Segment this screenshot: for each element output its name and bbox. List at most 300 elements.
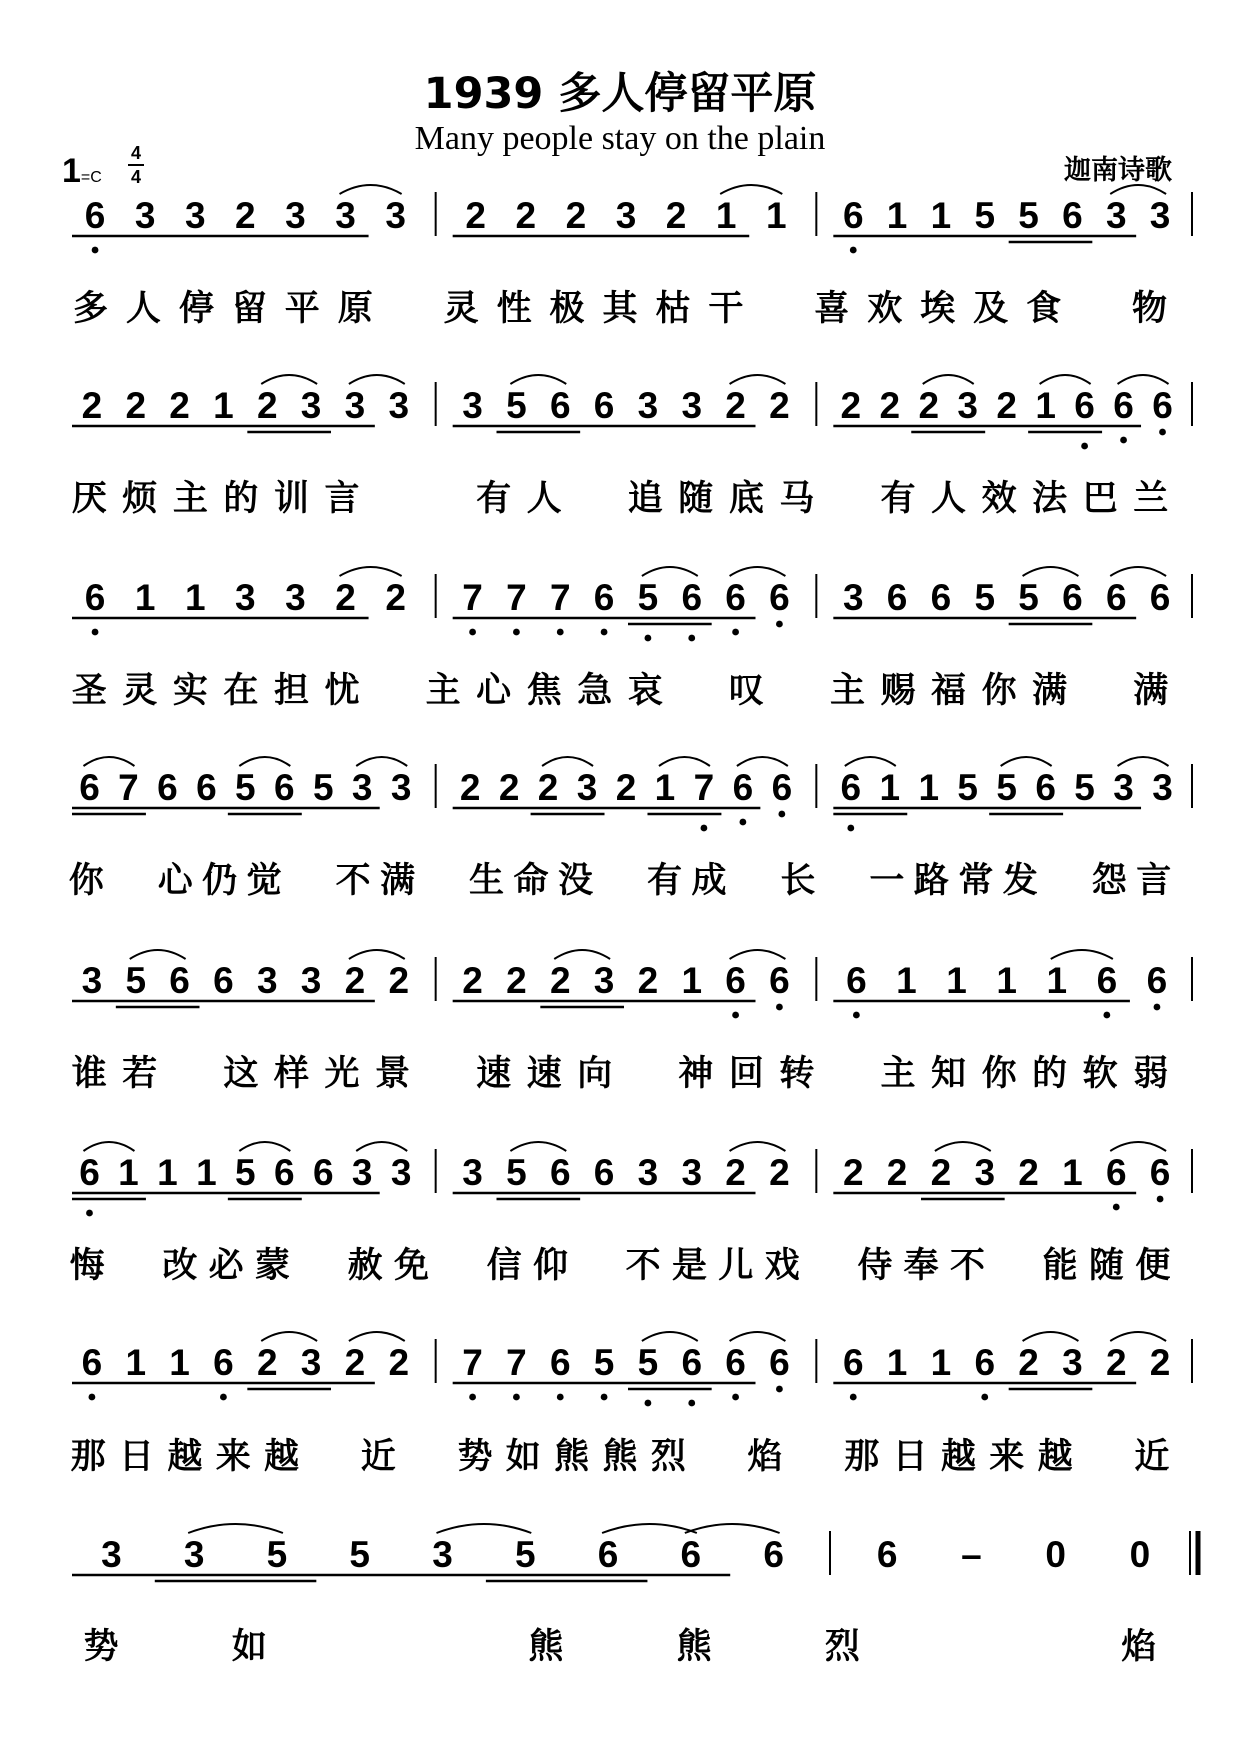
lyric-char: 多 [72, 289, 108, 329]
note-digit: 2 [537, 767, 559, 808]
note-digit: 6 [549, 1152, 571, 1193]
lyric-char: 担 [273, 671, 309, 711]
lyric-char: 原 [337, 289, 373, 329]
lyric-char: 样 [273, 1054, 309, 1094]
note-digit: 2 [462, 960, 483, 1001]
note-digit: 3 [388, 385, 410, 426]
note-digit: 3 [637, 385, 659, 426]
lyric-char: 枯 [655, 289, 691, 329]
lyric-char: 人 [931, 479, 967, 519]
lyric-char: 灵 [443, 289, 479, 329]
lyric-char: 实 [172, 671, 208, 711]
note-digit: 2 [125, 385, 147, 426]
note-digit: 6 [1146, 960, 1168, 1001]
lyric-char: 你 [68, 861, 104, 901]
note-digit: 5 [637, 577, 659, 618]
lyric-char: 没 [558, 861, 594, 901]
octave-dot-low [92, 629, 99, 636]
lyric-char: 极 [549, 289, 585, 329]
octave-dot-low [732, 1394, 739, 1401]
lyric-char: 物 [1132, 289, 1168, 329]
note-digit: 6 [886, 577, 908, 618]
note-digit: 1 [765, 195, 787, 236]
note-digit: 1 [946, 960, 967, 1001]
slur-arc [730, 375, 786, 384]
note-digit: 2 [169, 385, 190, 426]
lyric-char: 焰 [1121, 1627, 1157, 1667]
octave-dot-low [853, 1012, 860, 1019]
note-digit: 1 [118, 1152, 139, 1193]
note-digit: 3 [183, 1534, 205, 1575]
lyric-char: 来 [989, 1437, 1025, 1477]
lyric-char: 戏 [764, 1246, 800, 1286]
note-digit: 6 [274, 767, 295, 808]
note-digit: 3 [974, 1152, 996, 1193]
note-digit: 6 [597, 1534, 619, 1575]
note-digit: 5 [996, 767, 1017, 808]
lyric-char: 信 [486, 1246, 522, 1286]
note-digit: 5 [1074, 767, 1095, 808]
lyric-char: 有 [476, 479, 512, 519]
slur-arc [685, 1524, 780, 1533]
note-digit: 3 [681, 1152, 703, 1193]
time-signature-bottom: 4 [130, 167, 141, 187]
note-digit: 6 [732, 767, 754, 808]
key-equals: =C [80, 169, 102, 186]
note-digit: 1 [1035, 385, 1056, 426]
lyric-char: 如 [505, 1437, 541, 1477]
slur-arc [1118, 375, 1169, 384]
lyric-char: 奉 [903, 1246, 939, 1286]
lyric-char: 随 [1088, 1246, 1125, 1286]
lyric-char: 儿 [718, 1246, 754, 1286]
slur-arc [642, 567, 698, 576]
slur-arc [730, 1142, 786, 1151]
octave-dot-low [513, 629, 520, 636]
octave-dot-low [469, 629, 476, 636]
lyric-char: 食 [1026, 289, 1062, 329]
lyric-char: 随 [678, 479, 714, 519]
slur-arc [340, 185, 402, 194]
octave-dot-low [981, 1394, 988, 1401]
lyric-char: 悔 [69, 1246, 105, 1286]
note-digit: 2 [840, 385, 862, 426]
lyric-char: 怨 [1091, 861, 1127, 901]
note-digit: 2 [256, 385, 278, 426]
note-digit: 2 [335, 577, 356, 618]
note-digit: 2 [725, 385, 746, 426]
lyric-char: 其 [602, 289, 638, 329]
note-digit: 2 [459, 767, 481, 808]
lyric-char: 福 [931, 671, 967, 711]
octave-dot-low [469, 1394, 476, 1401]
slur-arc [542, 757, 593, 766]
lyric-char: 在 [223, 671, 259, 711]
octave-dot-low [513, 1394, 520, 1401]
lyric-char: 熊 [528, 1627, 564, 1667]
note-digit: 1 [918, 767, 940, 808]
octave-dot-low [601, 629, 608, 636]
note-digit: 3 [462, 385, 483, 426]
note-digit: 6 [157, 767, 178, 808]
note-digit: 3 [1105, 195, 1127, 236]
note-digit: 6 [549, 1342, 571, 1383]
note-digit: 1 [1046, 960, 1068, 1001]
note-digit: 7 [549, 577, 571, 618]
slur-arc [1110, 1332, 1166, 1341]
note-digit: 6 [1062, 577, 1083, 618]
note-digit: 1 [1062, 1152, 1083, 1193]
slur-arc [356, 757, 407, 766]
note-digit: 6 [84, 577, 106, 618]
note-digit: 3 [593, 960, 615, 1001]
note-digit: 2 [769, 385, 790, 426]
note-digit: 6 [213, 1342, 234, 1383]
note-digit: 2 [930, 1152, 952, 1193]
note-digit: 3 [385, 195, 406, 236]
lyric-char: 叹 [728, 671, 764, 711]
octave-dot-low [732, 629, 739, 636]
note-digit: 2 [879, 385, 901, 426]
note-digit: 2 [344, 960, 366, 1001]
note-digit: 2 [235, 195, 256, 236]
lyric-char: 赐 [880, 671, 916, 711]
lyric-char: 这 [223, 1054, 259, 1094]
note-digit: 1 [886, 195, 908, 236]
octave-dot-low [645, 635, 652, 642]
lyric-char: 哀 [627, 671, 663, 711]
note-digit: 5 [974, 577, 996, 618]
note-digit: 2 [1149, 1342, 1171, 1383]
key-tonic: 1 [62, 152, 81, 190]
lyric-char: 命 [513, 861, 549, 901]
note-digit: 3 [285, 195, 306, 236]
note-digit: 6 [1062, 195, 1083, 236]
note-digit: 6 [842, 1342, 864, 1383]
lyric-char: 来 [215, 1437, 251, 1477]
note-digit: 5 [957, 767, 978, 808]
lyric-char: 厌 [71, 479, 107, 519]
note-digit: 2 [615, 767, 637, 808]
note-digit: 6 [1074, 385, 1095, 426]
lyric-char: 不 [625, 1246, 661, 1286]
note-digit: 2 [842, 1152, 864, 1193]
note-digit: 5 [593, 1342, 615, 1383]
lyric-char: 干 [708, 289, 744, 329]
note-digit: 1 [996, 960, 1017, 1001]
note-digit: 3 [344, 385, 366, 426]
note-digit: 1 [715, 195, 737, 236]
lyric-char: 仍 [202, 861, 238, 901]
note-digit: 2 [665, 195, 687, 236]
note-digit: 3 [285, 577, 306, 618]
octave-dot-low [92, 247, 99, 254]
note-digit: 3 [351, 1152, 373, 1193]
note-digit: 6 [1035, 767, 1056, 808]
note-digit: 6 [196, 767, 217, 808]
lyric-char: 发 [1002, 861, 1038, 901]
slur-arc [130, 950, 186, 959]
note-digit: 1 [169, 1342, 190, 1383]
note-digit: 3 [390, 767, 412, 808]
note-digit: 3 [101, 1534, 122, 1575]
lyric-char: 速 [476, 1054, 512, 1094]
note-digit: 6 [79, 1152, 100, 1193]
note-digit: 5 [974, 195, 996, 236]
lyric-char: 不 [949, 1246, 986, 1286]
note-digit: 1 [896, 960, 917, 1001]
lyric-char: 神 [678, 1054, 714, 1094]
slur-arc [1023, 567, 1079, 576]
slur-arc [1023, 1332, 1079, 1341]
octave-dot-low [776, 621, 783, 628]
note-digit: 3 [184, 195, 206, 236]
lyric-char: 势 [457, 1437, 493, 1477]
note-digit: 2 [81, 385, 103, 426]
note-digit: 6 [1152, 385, 1173, 426]
slur-arc [261, 1332, 317, 1341]
slur-arc [554, 950, 610, 959]
octave-dot-low [701, 825, 708, 832]
octave-dot-low [776, 1004, 783, 1011]
slur-arc [720, 185, 782, 194]
note-digit: 6 [681, 577, 703, 618]
lyric-char: 巴 [1082, 479, 1118, 519]
note-digit: 2 [465, 195, 487, 236]
lyric-char: 停 [178, 289, 214, 329]
note-digit: 2 [498, 767, 520, 808]
lyric-char: 日 [119, 1437, 155, 1477]
note-digit: 6 [593, 1152, 615, 1193]
lyric-char: 越 [167, 1437, 203, 1477]
note-digit: 6 [769, 1342, 790, 1383]
note-digit: 6 [680, 1534, 702, 1575]
note-digit: 7 [506, 1342, 527, 1383]
octave-dot-low [688, 1400, 695, 1407]
note-digit: 1 [125, 1342, 147, 1383]
note-digit: 6 [763, 1534, 784, 1575]
slur-arc [349, 375, 405, 384]
note-digit: 6 [81, 1342, 103, 1383]
lyric-char: 必 [208, 1246, 244, 1286]
note-digit: 3 [615, 195, 637, 236]
lyric-char: 满 [1133, 671, 1169, 711]
lyric-char: 谁 [71, 1054, 107, 1094]
lyric-char: 满 [380, 861, 416, 901]
lyric-char: 速 [526, 1054, 562, 1094]
lyric-char: 人 [526, 479, 562, 519]
note-digit: 3 [390, 1152, 412, 1193]
note-digit: 6 [1113, 385, 1134, 426]
note-digit: 6 [725, 1342, 746, 1383]
note-digit: 2 [996, 385, 1017, 426]
lyric-char: 训 [273, 479, 309, 519]
octave-dot-low [732, 1012, 739, 1019]
song-title: 1939 多人停留平原 [423, 69, 817, 119]
lyric-char: 烈 [650, 1437, 686, 1477]
slur-arc [188, 1524, 283, 1533]
slur-arc [1110, 1142, 1166, 1151]
slur-arc [510, 375, 566, 384]
lyric-char: 兰 [1133, 479, 1169, 519]
slur-arc [935, 1142, 991, 1151]
note-digit: 3 [462, 1152, 483, 1193]
lyric-char: 是 [671, 1246, 708, 1286]
lyric-char: 熊 [676, 1627, 712, 1667]
lyric-char: 主 [425, 671, 461, 711]
note-digit: 3 [576, 767, 598, 808]
note-digit: 6 [1149, 1152, 1171, 1193]
note-digit: 3 [235, 577, 256, 618]
octave-dot-low [557, 629, 564, 636]
octave-dot-low [220, 1394, 227, 1401]
slur-arc [730, 950, 786, 959]
lyric-char: 主 [172, 479, 208, 519]
lyric-char: 有 [880, 479, 916, 519]
note-digit: 3 [351, 767, 373, 808]
lyric-char: 能 [1042, 1246, 1078, 1286]
octave-dot-low [1103, 1012, 1110, 1019]
octave-dot-low [645, 1400, 652, 1407]
lyric-char: 熊 [602, 1437, 638, 1477]
note-digit: 3 [957, 385, 978, 426]
note-digit: 1 [134, 577, 156, 618]
note-digit: 5 [266, 1534, 288, 1575]
lyric-char: 效 [981, 479, 1017, 519]
lyric-char: 主 [880, 1054, 916, 1094]
composer-credit: 迦南诗歌 [1064, 155, 1172, 186]
slur-arc [923, 375, 974, 384]
lyric-char: 回 [728, 1054, 764, 1094]
note-digit: 5 [235, 1152, 256, 1193]
note-digit: 0 [1045, 1534, 1066, 1575]
note-digit: 6 [312, 1152, 334, 1193]
note-digit: 6 [725, 960, 746, 1001]
note-digit: 2 [1018, 1342, 1039, 1383]
note-digit: 6 [876, 1534, 898, 1575]
note-digit: 3 [300, 960, 322, 1001]
lyric-char: 心 [157, 861, 193, 901]
note-digit: 2 [1018, 1152, 1039, 1193]
lyric-char: 转 [779, 1054, 815, 1094]
lyric-char: 熊 [554, 1437, 590, 1477]
slur-arc [510, 1142, 566, 1151]
note-digit: 2 [565, 195, 587, 236]
lyric-char: 越 [1037, 1437, 1073, 1477]
note-digit: 6 [725, 577, 746, 618]
note-digit: 2 [1105, 1342, 1127, 1383]
lyric-char: 越 [264, 1437, 300, 1477]
octave-dot-low [1120, 437, 1127, 444]
note-digit: 1 [196, 1152, 217, 1193]
slur-arc [349, 950, 405, 959]
slur-arc [602, 1524, 697, 1533]
slur-arc [845, 757, 896, 766]
note-digit: 7 [693, 767, 715, 808]
slur-arc [1110, 567, 1166, 576]
octave-dot-low [850, 1394, 857, 1401]
note-digit: 1 [879, 767, 901, 808]
lyric-char: 常 [958, 861, 994, 901]
lyric-char: 赦 [347, 1246, 383, 1286]
slur-arc [1051, 950, 1113, 959]
lyric-char: 烦 [122, 479, 158, 519]
lyric-char: 心 [476, 671, 512, 711]
note-digit: 6 [274, 1152, 295, 1193]
lyric-char: 烈 [824, 1627, 860, 1667]
note-digit: 3 [300, 1342, 322, 1383]
lyric-char: 日 [892, 1437, 928, 1477]
slur-arc [83, 757, 134, 766]
octave-dot-low [1154, 1004, 1161, 1011]
lyric-char: 觉 [246, 861, 282, 901]
note-digit: 6 [1105, 1152, 1127, 1193]
lyric-char: 忧 [324, 671, 360, 711]
lyric-char: 的 [1032, 1054, 1068, 1094]
lyric-char: 焰 [747, 1437, 783, 1477]
lyric-char: 向 [577, 1054, 613, 1094]
note-digit: 7 [118, 767, 139, 808]
note-digit: 1 [930, 1342, 952, 1383]
lyric-char: 近 [360, 1437, 396, 1477]
note-digit: 7 [462, 577, 483, 618]
note-digit: 1 [886, 1342, 908, 1383]
note-digit: 2 [886, 1152, 908, 1193]
lyric-char: 满 [1032, 671, 1068, 711]
note-digit: 6 [930, 577, 952, 618]
note-digit: 2 [515, 195, 537, 236]
lyric-char: 性 [496, 289, 532, 329]
note-digit: 6 [681, 1342, 703, 1383]
note-digit: 3 [432, 1534, 453, 1575]
time-signature-top: 4 [130, 143, 141, 163]
slur-arc [83, 1142, 134, 1151]
note-digit: 2 [506, 960, 527, 1001]
note-digit: 2 [637, 960, 659, 1001]
octave-dot-low [1081, 443, 1088, 450]
note-digit: 1 [654, 767, 676, 808]
note-digit: 5 [637, 1342, 659, 1383]
note-digit: 6 [771, 767, 793, 808]
lyric-char: 弱 [1133, 1054, 1169, 1094]
note-digit: 3 [1062, 1342, 1083, 1383]
lyric-char: 软 [1082, 1054, 1118, 1094]
note-digit: 3 [335, 195, 356, 236]
lyric-char: 不 [335, 861, 371, 901]
slur-arc [239, 757, 290, 766]
octave-dot-low [778, 811, 785, 818]
lyric-char: 留 [231, 289, 267, 329]
lyric-char: 马 [779, 479, 815, 519]
note-digit: 3 [256, 960, 278, 1001]
note-digit: 1 [930, 195, 952, 236]
slur-arc [437, 1524, 532, 1533]
slur-arc [642, 1332, 698, 1341]
note-digit: 2 [256, 1342, 278, 1383]
note-digit: 6 [84, 195, 106, 236]
lyric-char: 路 [913, 861, 949, 901]
octave-dot-low [847, 825, 854, 832]
slur-arc [239, 1142, 290, 1151]
lyric-char: 生 [469, 861, 505, 901]
octave-dot-low [1159, 429, 1166, 436]
lyric-char: 平 [284, 289, 320, 329]
lyric-char: 如 [231, 1627, 267, 1667]
lyric-char: 景 [375, 1054, 411, 1094]
octave-dot-low [850, 247, 857, 254]
lyric-char: 便 [1135, 1246, 1171, 1286]
slur-arc [1110, 185, 1166, 194]
